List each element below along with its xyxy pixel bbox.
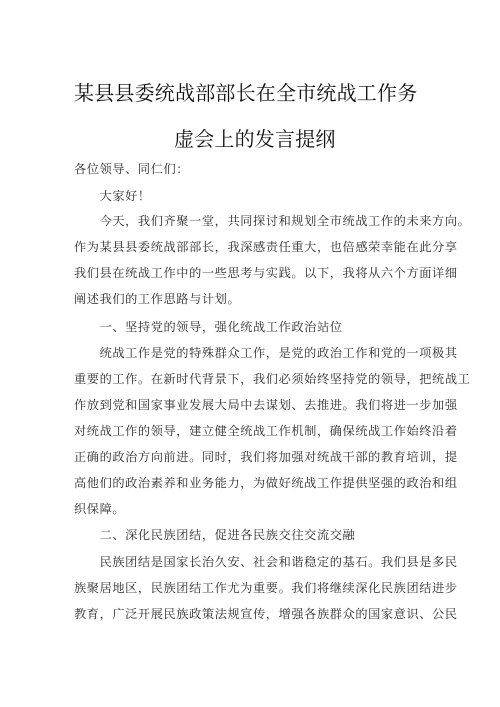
body-line: 高他们的政治素养和业务能力，为做好统战工作提供坚强的政治和组 [74,476,458,490]
section-heading: 二、深化民族团结，促进各民族交往交流交融 [74,528,356,542]
body-line: 教育，广泛开展民族政策法规宣传，增强各族群众的国家意识、公民 [74,607,458,621]
body-line: 各位领导、同仁们： [74,162,190,176]
body-line: 正确的政治方向前进。同时，我们将加强对统战干部的教育培训，提 [74,450,458,464]
document-title-line-1: 某县县委统战部部长在全市统战工作务 [74,81,418,105]
body-line: 对统战工作的领导，建立健全统战工作机制，确保统战工作始终沿着 [74,424,458,438]
body-line: 民族团结是国家长治久安、社会和谐稳定的基石。我们县是多民 [74,555,458,569]
body-line: 族聚居地区，民族团结工作尤为重要。我们将继续深化民族团结进步 [74,581,458,595]
body-line: 重要的工作。在新时代背景下，我们必须始终坚持党的领导，把统战工 [74,372,471,386]
body-line: 作放到党和国家事业发展大局中去谋划、去推进。我们将进一步加强 [74,398,458,412]
body-line: 阐述我们的工作思路与计划。 [74,292,241,306]
body-line: 大家好！ [74,189,151,203]
document-title-line-2: 虚会上的发言提纲 [174,127,336,151]
body-line: 我们县在统战工作中的一些思考与实践。以下，我将从六个方面详细 [74,266,458,280]
body-line: 统战工作是党的特殊群众工作，是党的政治工作和党的一项极其 [74,346,458,360]
section-heading: 一、坚持党的领导，强化统战工作政治站位 [74,320,343,334]
body-line: 今天，我们齐聚一堂，共同探讨和规划全市统战工作的未来方向。 [74,214,471,228]
body-line: 织保障。 [74,502,126,516]
body-line: 作为某县县委统战部部长，我深感责任重大，也倍感荣幸能在此分享 [74,240,458,254]
